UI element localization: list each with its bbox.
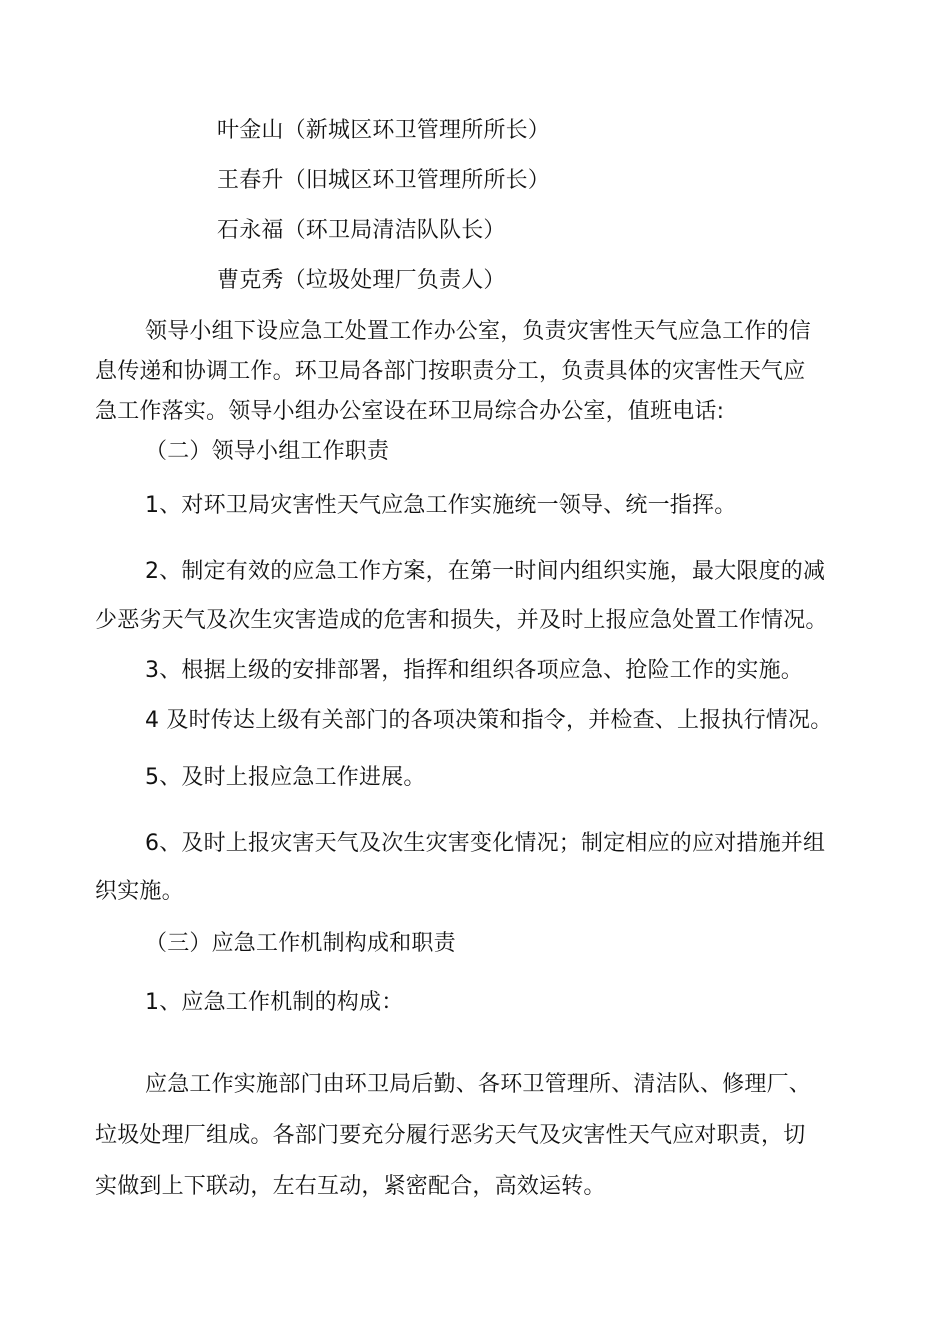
office-paragraph-line-3: 急工作落实。领导小组办公室设在环卫局综合办公室，值班电话:	[95, 399, 725, 424]
mechanism-item-1: 1、应急工作机制的构成：	[145, 990, 404, 1015]
office-paragraph-line-1: 领导小组下设应急工处置工作办公室，负责灾害性天气应急工作的信	[145, 319, 812, 344]
member-line-1: 叶金山（新城区环卫管理所所长）	[217, 118, 551, 143]
duty-item-5: 5、及时上报应急工作进展。	[145, 765, 426, 790]
member-line-4: 曹克秀（垃圾处理厂负责人）	[217, 268, 506, 293]
duty-item-6-line-2: 织实施。	[95, 879, 184, 904]
mechanism-paragraph-line-1: 应急工作实施部门由环卫局后勤、各环卫管理所、清洁队、修理厂、	[145, 1072, 812, 1097]
duty-item-3: 3、根据上级的安排部署，指挥和组织各项应急、抢险工作的实施。	[145, 658, 803, 683]
mechanism-paragraph-line-3: 实做到上下联动，左右互动，紧密配合，高效运转。	[95, 1174, 606, 1199]
member-line-3: 石永福（环卫局清洁队队长）	[217, 218, 506, 243]
office-paragraph-line-2: 息传递和协调工作。环卫局各部门按职责分工，负责具体的灾害性天气应	[95, 359, 806, 384]
duty-item-2-line-2: 少恶劣天气及次生灾害造成的危害和损失，并及时上报应急处置工作情况。	[95, 608, 828, 633]
mechanism-paragraph-line-2: 垃圾处理厂组成。各部门要充分履行恶劣天气及灾害性天气应对职责，切	[95, 1123, 806, 1148]
section-two-heading: （二）领导小组工作职责	[145, 439, 390, 464]
section-three-heading: （三）应急工作机制构成和职责	[145, 931, 456, 956]
duty-item-4: 4 及时传达上级有关部门的各项决策和指令，并检查、上报执行情况。	[145, 708, 833, 733]
duty-item-2-line-1: 2、制定有效的应急工作方案，在第一时间内组织实施，最大限度的减	[145, 559, 826, 584]
member-line-2: 王春升（旧城区环卫管理所所长）	[217, 168, 551, 193]
duty-item-6-line-1: 6、及时上报灾害天气及次生灾害变化情况；制定相应的应对措施并组	[145, 831, 826, 856]
duty-item-1: 1、对环卫局灾害性天气应急工作实施统一领导、统一指挥。	[145, 493, 737, 518]
